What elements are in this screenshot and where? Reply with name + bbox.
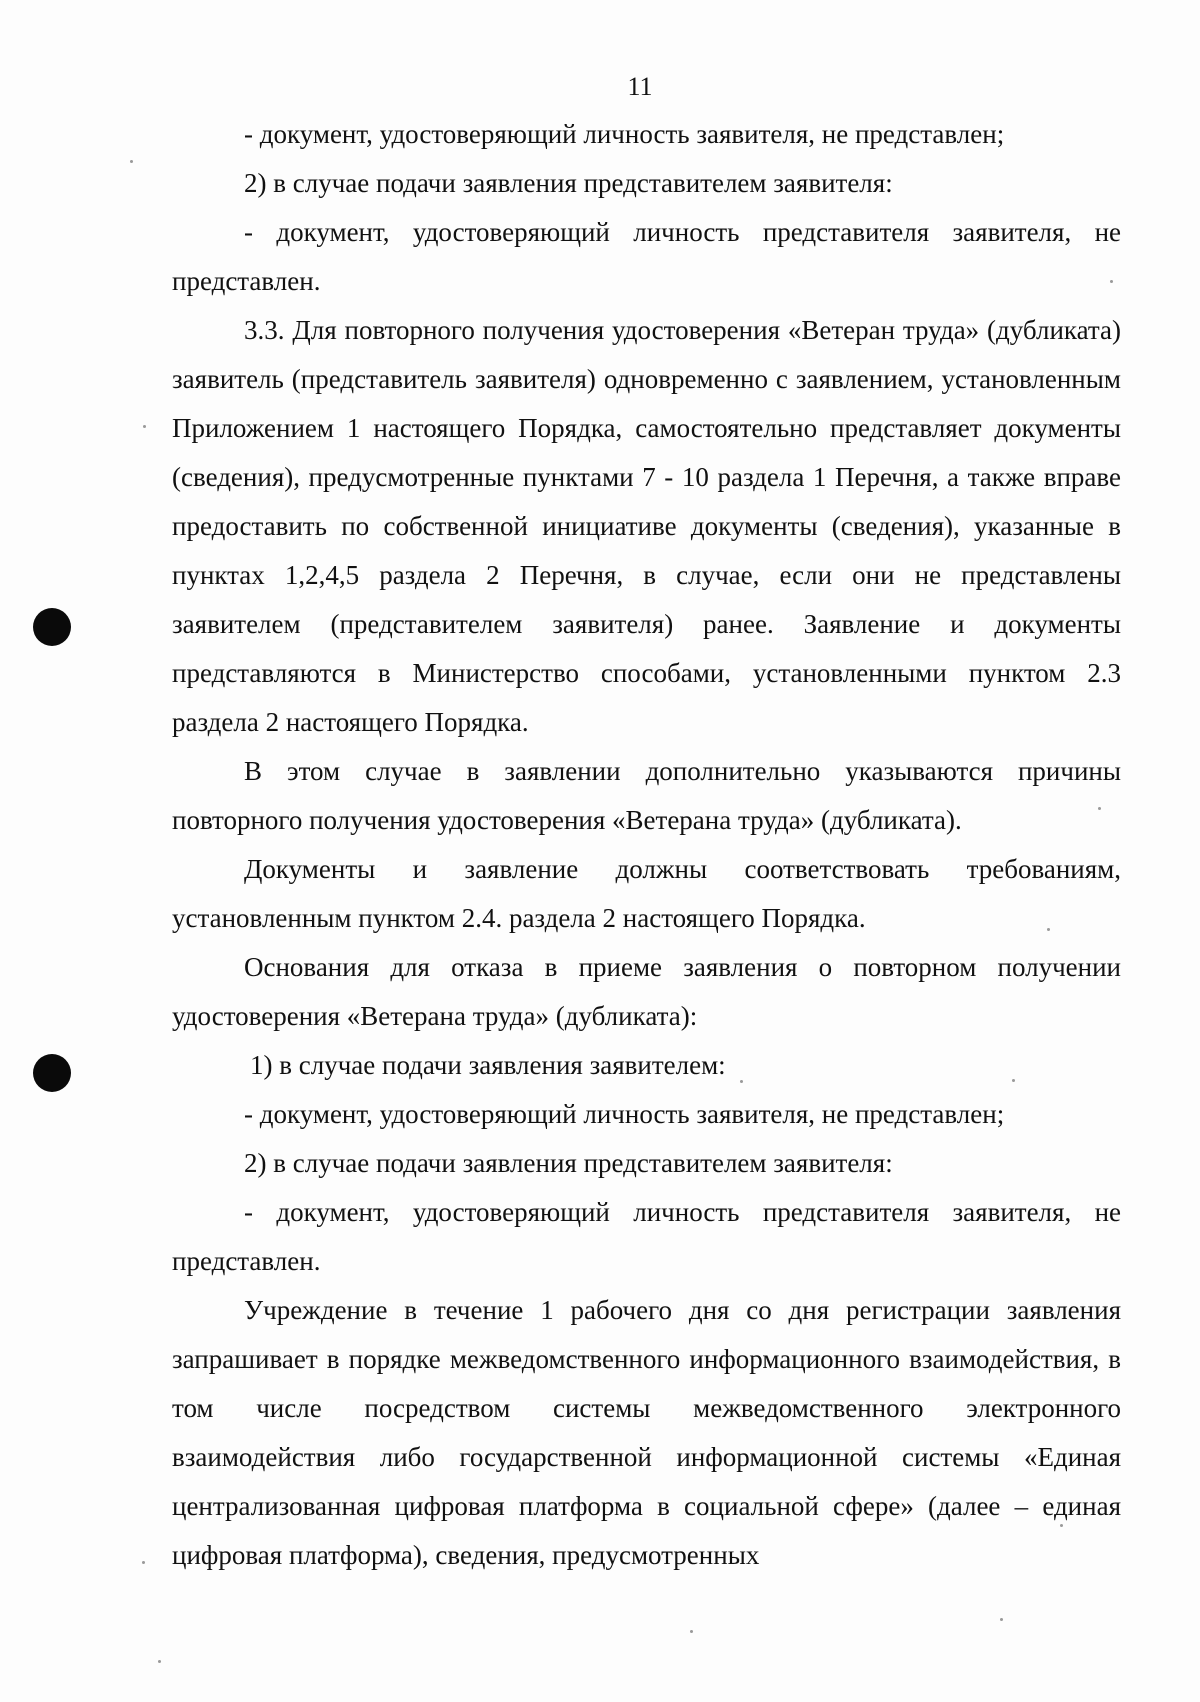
paragraph: - документ, удостоверяющий личность представителя заявителя, не представлен. (172, 217, 1121, 296)
punch-hole-top (33, 608, 71, 646)
scan-speck (142, 1561, 145, 1564)
scan-speck (690, 1630, 693, 1633)
document-body (172, 110, 1121, 1580)
paragraph: Основания для отказа в приеме заявления о повторном получении удостоверения «Ветерана труда» (дубликата): (172, 952, 1121, 1031)
paragraph: В этом случае в заявлении дополнительно указываются причины повторного получения удостоверения «Ветерана труда» (дубликата). (172, 756, 1121, 835)
punch-hole-bottom (33, 1054, 71, 1092)
page-number: 11 (627, 72, 653, 101)
scan-speck (143, 425, 146, 428)
paragraph: 1) в случае подачи заявления заявителем: (250, 1050, 726, 1080)
paragraph: Документы и заявление должны соответствовать требованиям, установленным пунктом 2.4. раздела 2 настоящего Порядка. (172, 854, 1121, 933)
paragraph: 2) в случае подачи заявления представителем заявителя: (244, 168, 893, 198)
paragraph: Учреждение в течение 1 рабочего дня со дня регистрации заявления запрашивает в порядке межведомственного информационного взаимодействия, в том числе посредством системы межведомственного электронного взаимодействия либо государственной информационной системы «Единая централизованная цифровая платформа в социальной сфере» (далее – единая цифровая платформа), сведения, предусмотренных (172, 1295, 1121, 1570)
paragraph: - документ, удостоверяющий личность заявителя, не представлен; (244, 119, 1005, 149)
paragraph: 3.3. Для повторного получения удостоверения «Ветеран труда» (дубликата) заявитель (представитель заявителя) одновременно с заявлением, установленным Приложением 1 настоящего Порядка, самостоятельно представляет документы (сведения), предусмотренные пунктами 7 - 10 раздела 1 Перечня, а также вправе предоставить по собственной инициативе документы (сведения), указанные в пунктах 1,2,4,5 раздела 2 Перечня, в случае, если они не представлены заявителем (представителем заявителя) ранее. Заявление и документы представляются в Министерство способами, установленными пунктом 2.3 раздела 2 настоящего Порядка. (172, 315, 1121, 737)
paragraph: - документ, удостоверяющий личность заявителя, не представлен; (244, 1099, 1005, 1129)
scan-speck (130, 160, 133, 163)
scan-speck (158, 1660, 161, 1663)
paragraph: - документ, удостоверяющий личность представителя заявителя, не представлен. (172, 1197, 1121, 1276)
scan-speck (1000, 1618, 1003, 1621)
paragraph: 2) в случае подачи заявления представителем заявителя: (244, 1148, 893, 1178)
